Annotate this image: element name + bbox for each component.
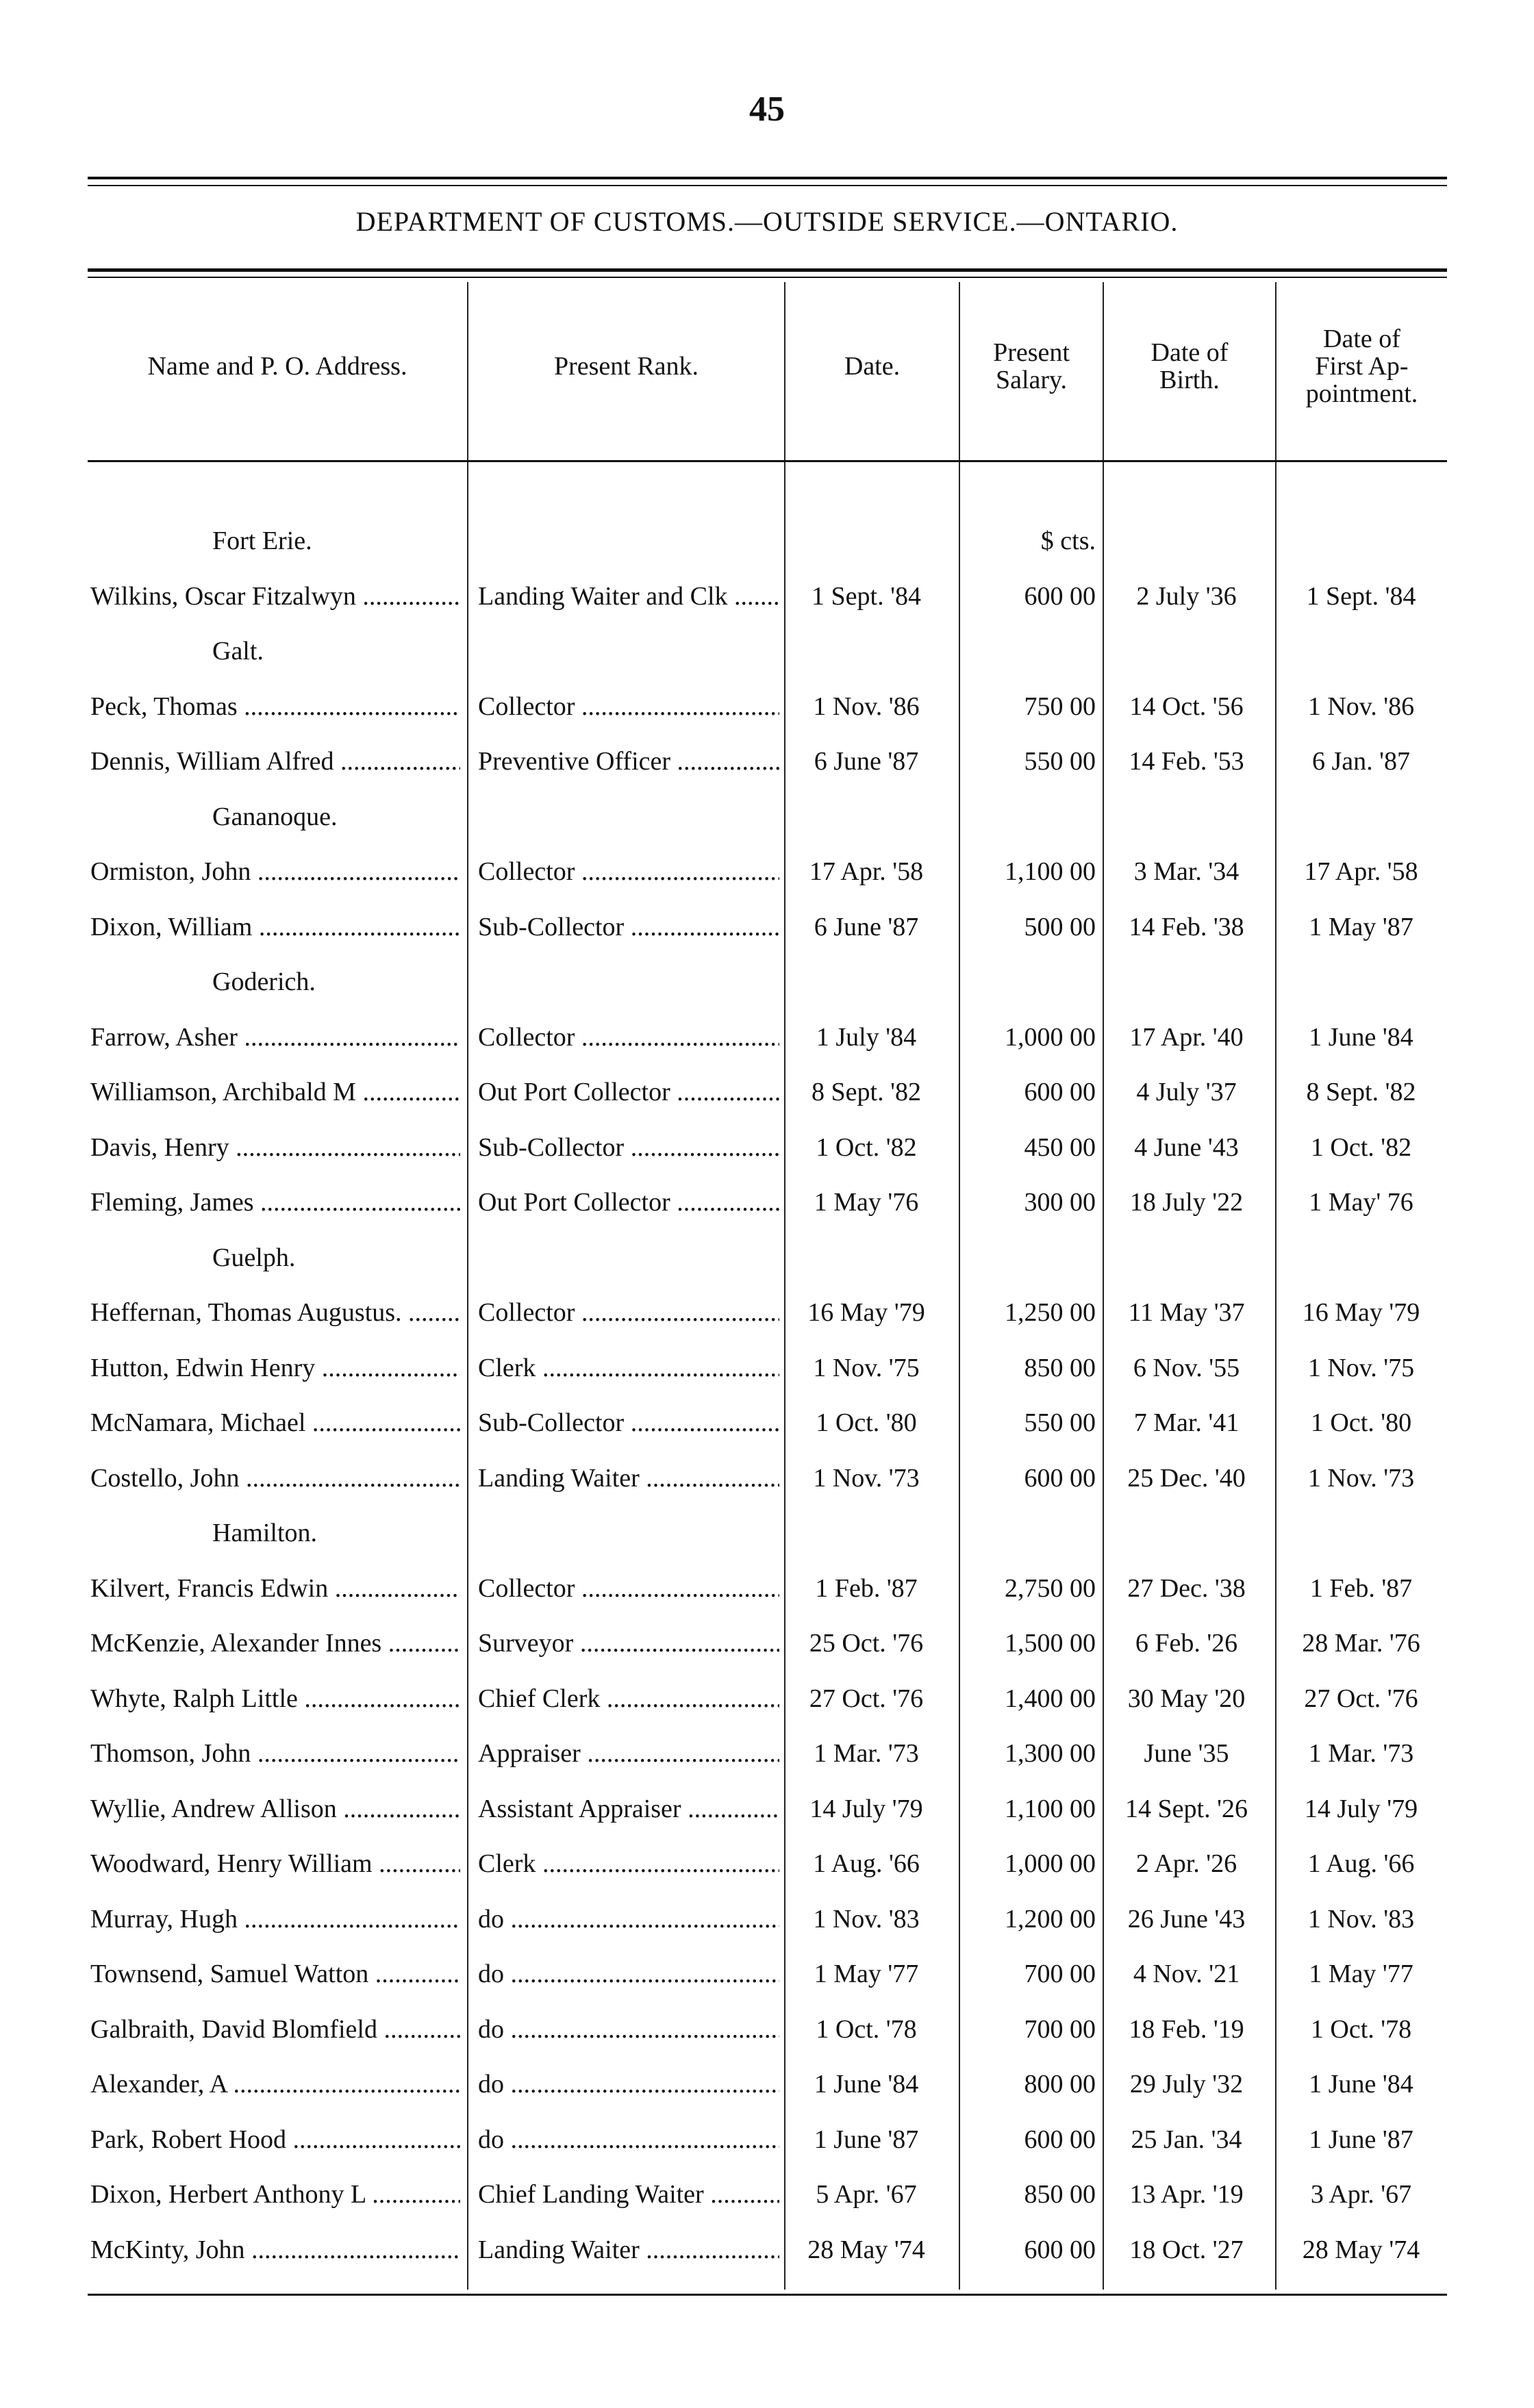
table-row bbox=[0, 1843, 1534, 1884]
town-heading-row bbox=[0, 631, 1534, 672]
date-of-birth: 4 July '37 bbox=[1136, 1078, 1237, 1106]
bottom-rule bbox=[88, 2294, 1447, 2296]
present-rank: Surveyor ..... bbox=[478, 1623, 779, 1664]
table-row bbox=[0, 1072, 1534, 1113]
rank-date: 28 May '74 bbox=[807, 2235, 925, 2264]
rank-date: 1 Nov. '75 bbox=[813, 1354, 920, 1382]
employee-name: Ormiston, John ..... bbox=[90, 851, 460, 892]
table-row bbox=[0, 1292, 1534, 1333]
date-first-appointment: 1 June '87 bbox=[1309, 2125, 1413, 2154]
date-of-birth: 11 May '37 bbox=[1128, 1298, 1245, 1327]
table-row bbox=[0, 1568, 1534, 1609]
date-of-birth: 7 Mar. '41 bbox=[1133, 1408, 1240, 1437]
date-of-birth: 25 Dec. '40 bbox=[1127, 1464, 1246, 1493]
table-row bbox=[0, 851, 1534, 892]
date-of-birth: 26 June '43 bbox=[1127, 1905, 1246, 1934]
date-first-appointment: 1 Feb. '87 bbox=[1309, 1574, 1413, 1603]
date-of-birth: 25 Jan. '34 bbox=[1131, 2125, 1242, 2154]
date-of-birth: 18 Oct. '27 bbox=[1129, 2235, 1244, 2264]
date-of-birth: 6 Nov. '55 bbox=[1133, 1354, 1240, 1382]
present-salary: 600 00 bbox=[1024, 582, 1096, 611]
present-rank: do ..... bbox=[478, 1899, 779, 1940]
date-first-appointment: 8 Sept. '82 bbox=[1306, 1078, 1416, 1106]
date-of-birth: 4 Nov. '21 bbox=[1133, 1960, 1240, 1988]
employee-name: Woodward, Henry William ..... bbox=[90, 1843, 460, 1884]
date-of-birth: 18 July '22 bbox=[1129, 1188, 1244, 1217]
date-first-appointment: 1 Nov. '86 bbox=[1307, 692, 1415, 721]
present-salary: 800 00 bbox=[1024, 2070, 1096, 2099]
table-row bbox=[0, 741, 1534, 782]
town-name: Goderich. bbox=[212, 967, 316, 996]
date-of-birth: 3 Mar. '34 bbox=[1133, 857, 1240, 886]
header-rank: Present Rank. bbox=[553, 352, 699, 381]
town-name: Fort Erie. bbox=[212, 527, 312, 555]
date-of-birth: 14 Oct. '56 bbox=[1129, 692, 1244, 721]
date-of-birth: 17 Apr. '40 bbox=[1129, 1023, 1244, 1052]
employee-name: Park, Robert Hood ..... bbox=[90, 2119, 460, 2160]
table-row bbox=[0, 1347, 1534, 1389]
rank-date: 5 Apr. '67 bbox=[816, 2180, 917, 2209]
table-row bbox=[0, 1953, 1534, 1994]
date-first-appointment: 1 May '77 bbox=[1309, 1960, 1413, 1988]
present-salary: 1,500 00 bbox=[1005, 1629, 1096, 1658]
present-salary: 1,000 00 bbox=[1005, 1023, 1096, 1052]
present-rank: Collector ..... bbox=[478, 1568, 779, 1609]
present-rank: Out Port Collector ..... bbox=[478, 1182, 779, 1223]
date-first-appointment: 16 May '79 bbox=[1302, 1298, 1420, 1327]
date-first-appointment: 28 May '74 bbox=[1302, 2235, 1420, 2264]
employee-name: McNamara, Michael ..... bbox=[90, 1402, 460, 1443]
present-salary: 600 00 bbox=[1024, 2235, 1096, 2264]
rank-date: 14 July '79 bbox=[809, 1795, 923, 1823]
employee-name: Heffernan, Thomas Augustus. ..... bbox=[90, 1292, 460, 1333]
date-of-birth: 2 July '36 bbox=[1136, 582, 1237, 611]
rank-date: 17 Apr. '58 bbox=[809, 857, 924, 886]
table-row bbox=[0, 1788, 1534, 1829]
table-row bbox=[0, 1733, 1534, 1774]
present-rank: Collector ..... bbox=[478, 1292, 779, 1333]
present-salary: 2,750 00 bbox=[1005, 1574, 1096, 1603]
present-salary: 600 00 bbox=[1024, 1078, 1096, 1106]
present-salary: 1,250 00 bbox=[1005, 1298, 1096, 1327]
table-row bbox=[0, 907, 1534, 948]
present-rank: Appraiser ..... bbox=[478, 1733, 779, 1774]
employee-name: Wilkins, Oscar Fitzalwyn ..... bbox=[90, 576, 460, 617]
rank-date: 1 Nov. '86 bbox=[813, 692, 920, 721]
date-first-appointment: 1 Nov. '83 bbox=[1307, 1905, 1415, 1934]
town-heading-row bbox=[0, 520, 1534, 561]
town-name: Guelph. bbox=[212, 1243, 296, 1272]
town-name: Hamilton. bbox=[212, 1519, 318, 1547]
present-salary: 550 00 bbox=[1024, 747, 1096, 776]
present-rank: Clerk ..... bbox=[478, 1843, 779, 1884]
employee-name: Hutton, Edwin Henry ..... bbox=[90, 1347, 460, 1389]
date-first-appointment: 1 Nov. '75 bbox=[1307, 1354, 1415, 1382]
rank-date: 1 Nov. '73 bbox=[813, 1464, 920, 1493]
present-salary: 1,100 00 bbox=[1005, 857, 1096, 886]
date-of-birth: 14 Feb. '53 bbox=[1129, 747, 1244, 776]
table-row bbox=[0, 2174, 1534, 2215]
date-first-appointment: 28 Mar. '76 bbox=[1302, 1629, 1420, 1658]
date-of-birth: 4 June '43 bbox=[1134, 1133, 1239, 1162]
present-rank: Collector ..... bbox=[478, 1017, 779, 1058]
date-first-appointment: 1 Oct. '82 bbox=[1310, 1133, 1412, 1162]
present-salary: 1,000 00 bbox=[1005, 1849, 1096, 1878]
date-of-birth: 27 Dec. '38 bbox=[1127, 1574, 1246, 1603]
employee-name: Alexander, A ..... bbox=[90, 2064, 460, 2105]
present-salary: 300 00 bbox=[1024, 1188, 1096, 1217]
table-row bbox=[0, 1017, 1534, 1058]
date-first-appointment: 1 Oct. '80 bbox=[1310, 1408, 1412, 1437]
employee-name: Williamson, Archibald M ..... bbox=[90, 1072, 460, 1113]
date-of-birth: 14 Sept. '26 bbox=[1125, 1795, 1248, 1823]
employee-name: Townsend, Samuel Watton ..... bbox=[90, 1953, 460, 1994]
header-date: Date. bbox=[844, 352, 901, 381]
employee-name: Costello, John ..... bbox=[90, 1458, 460, 1499]
present-rank: Landing Waiter and Clk ..... bbox=[478, 576, 779, 617]
town-heading-row bbox=[0, 1512, 1534, 1554]
date-first-appointment: 14 July '79 bbox=[1304, 1795, 1418, 1823]
employee-name: Dennis, William Alfred ..... bbox=[90, 741, 460, 782]
date-of-birth: June '35 bbox=[1144, 1739, 1229, 1768]
rank-date: 8 Sept. '82 bbox=[812, 1078, 921, 1106]
table-row bbox=[0, 1678, 1534, 1719]
date-of-birth: 18 Feb. '19 bbox=[1129, 2015, 1244, 2044]
rank-date: 1 Sept. '84 bbox=[812, 582, 921, 611]
table-row bbox=[0, 2229, 1534, 2270]
present-rank: Chief Landing Waiter ..... bbox=[478, 2174, 779, 2215]
present-rank: Preventive Officer ..... bbox=[478, 741, 779, 782]
present-salary: 600 00 bbox=[1024, 2125, 1096, 2154]
present-salary: 1,200 00 bbox=[1005, 1905, 1096, 1934]
rank-date: 1 Feb. '87 bbox=[815, 1574, 918, 1603]
present-rank: Sub-Collector ..... bbox=[478, 907, 779, 948]
town-heading-row bbox=[0, 796, 1534, 837]
header-first-appointment: Date of First Ap- pointment. bbox=[1305, 325, 1418, 408]
employee-name: Murray, Hugh ..... bbox=[90, 1899, 460, 1940]
present-rank: do ..... bbox=[478, 1953, 779, 1994]
table-row bbox=[0, 576, 1534, 617]
date-of-birth: 13 Apr. '19 bbox=[1129, 2180, 1244, 2209]
header-salary: Present Salary. bbox=[993, 338, 1070, 394]
date-of-birth: 6 Feb. '26 bbox=[1135, 1629, 1238, 1658]
table-row bbox=[0, 1899, 1534, 1940]
present-salary: 600 00 bbox=[1024, 1464, 1096, 1493]
date-first-appointment: 1 Aug. '66 bbox=[1307, 1849, 1415, 1878]
rank-date: 1 Oct. '80 bbox=[816, 1408, 917, 1437]
date-first-appointment: 1 June '84 bbox=[1309, 1023, 1413, 1052]
present-rank: Assistant Appraiser ..... bbox=[478, 1788, 779, 1829]
table-row bbox=[0, 686, 1534, 727]
rank-date: 1 Aug. '66 bbox=[813, 1849, 920, 1878]
present-salary: 700 00 bbox=[1024, 2015, 1096, 2044]
page-title: DEPARTMENT OF CUSTOMS.—OUTSIDE SERVICE.—ONTARIO. bbox=[355, 206, 1179, 237]
table-row bbox=[0, 2009, 1534, 2050]
present-rank: do ..... bbox=[478, 2009, 779, 2050]
rank-date: 1 May '77 bbox=[814, 1960, 919, 1988]
table-row bbox=[0, 2119, 1534, 2160]
employee-name: Peck, Thomas ..... bbox=[90, 686, 460, 727]
rank-date: 16 May '79 bbox=[807, 1298, 925, 1327]
table-row bbox=[0, 2064, 1534, 2105]
date-of-birth: 2 Apr. '26 bbox=[1135, 1849, 1237, 1878]
present-salary: 1,300 00 bbox=[1005, 1739, 1096, 1768]
salary-unit: $ cts. bbox=[1040, 527, 1096, 555]
rank-date: 1 May '76 bbox=[814, 1188, 919, 1217]
rank-date: 1 Oct. '82 bbox=[816, 1133, 917, 1162]
rank-date: 1 June '84 bbox=[814, 2070, 919, 2099]
date-first-appointment: 1 May' 76 bbox=[1309, 1188, 1413, 1217]
date-first-appointment: 17 Apr. '58 bbox=[1304, 857, 1418, 886]
table-row bbox=[0, 1182, 1534, 1223]
town-name: Galt. bbox=[212, 637, 264, 666]
town-heading-row bbox=[0, 1237, 1534, 1278]
present-salary: 500 00 bbox=[1024, 913, 1096, 941]
date-first-appointment: 1 Nov. '73 bbox=[1307, 1464, 1415, 1493]
date-first-appointment: 27 Oct. '76 bbox=[1304, 1684, 1418, 1713]
table-row bbox=[0, 1623, 1534, 1664]
town-heading-row bbox=[0, 961, 1534, 1002]
date-first-appointment: 1 June '84 bbox=[1309, 2070, 1413, 2099]
date-first-appointment: 3 Apr. '67 bbox=[1310, 2180, 1412, 2209]
employee-name: Dixon, Herbert Anthony L ..... bbox=[90, 2174, 460, 2215]
present-rank: Chief Clerk ..... bbox=[478, 1678, 779, 1719]
employee-name: Dixon, William ..... bbox=[90, 907, 460, 948]
rank-date: 1 July '84 bbox=[816, 1023, 917, 1052]
employee-name: Thomson, John ..... bbox=[90, 1733, 460, 1774]
present-salary: 1,100 00 bbox=[1005, 1795, 1096, 1823]
present-salary: 850 00 bbox=[1024, 1354, 1096, 1382]
date-first-appointment: 6 Jan. '87 bbox=[1311, 747, 1410, 776]
present-rank: Collector ..... bbox=[478, 851, 779, 892]
town-name: Gananoque. bbox=[212, 802, 338, 831]
present-salary: 450 00 bbox=[1024, 1133, 1096, 1162]
employee-name: Kilvert, Francis Edwin ..... bbox=[90, 1568, 460, 1609]
rank-date: 6 June '87 bbox=[814, 913, 919, 941]
present-rank: Landing Waiter ..... bbox=[478, 1458, 779, 1499]
date-first-appointment: 1 Sept. '84 bbox=[1306, 582, 1416, 611]
date-first-appointment: 1 May '87 bbox=[1309, 913, 1413, 941]
present-rank: Out Port Collector ..... bbox=[478, 1072, 779, 1113]
date-first-appointment: 1 Oct. '78 bbox=[1310, 2015, 1412, 2044]
present-salary: 750 00 bbox=[1024, 692, 1096, 721]
employee-name: Farrow, Asher ..... bbox=[90, 1017, 460, 1058]
header-name: Name and P. O. Address. bbox=[147, 352, 407, 381]
present-rank: Sub-Collector ..... bbox=[478, 1127, 779, 1168]
present-salary: 550 00 bbox=[1024, 1408, 1096, 1437]
present-rank: Collector ..... bbox=[478, 686, 779, 727]
present-rank: do ..... bbox=[478, 2119, 779, 2160]
table-row bbox=[0, 1127, 1534, 1168]
present-salary: 1,400 00 bbox=[1005, 1684, 1096, 1713]
present-salary: 850 00 bbox=[1024, 2180, 1096, 2209]
present-rank: Sub-Collector ..... bbox=[478, 1402, 779, 1443]
employee-name: Davis, Henry ..... bbox=[90, 1127, 460, 1168]
date-of-birth: 29 July '32 bbox=[1129, 2070, 1244, 2099]
table-row bbox=[0, 1402, 1534, 1443]
date-of-birth: 30 May '20 bbox=[1127, 1684, 1246, 1713]
rank-date: 6 June '87 bbox=[814, 747, 919, 776]
present-salary: 700 00 bbox=[1024, 1960, 1096, 1988]
rank-date: 1 June '87 bbox=[814, 2125, 919, 2154]
rank-date: 25 Oct. '76 bbox=[809, 1629, 924, 1658]
employee-name: Whyte, Ralph Little ..... bbox=[90, 1678, 460, 1719]
employee-name: McKenzie, Alexander Innes ..... bbox=[90, 1623, 460, 1664]
table-row bbox=[0, 1458, 1534, 1499]
rank-date: 1 Oct. '78 bbox=[816, 2015, 917, 2044]
present-rank: Clerk ..... bbox=[478, 1347, 779, 1389]
rank-date: 27 Oct. '76 bbox=[809, 1684, 924, 1713]
date-of-birth: 14 Feb. '38 bbox=[1129, 913, 1244, 941]
rank-date: 1 Nov. '83 bbox=[813, 1905, 920, 1934]
employee-name: Fleming, James ..... bbox=[90, 1182, 460, 1223]
date-first-appointment: 1 Mar. '73 bbox=[1308, 1739, 1414, 1768]
page-number: 45 bbox=[749, 90, 785, 129]
header-birth: Date of Birth. bbox=[1150, 338, 1229, 394]
present-rank: Landing Waiter ..... bbox=[478, 2229, 779, 2270]
employee-name: McKinty, John ..... bbox=[90, 2229, 460, 2270]
employee-name: Galbraith, David Blomfield ..... bbox=[90, 2009, 460, 2050]
employee-name: Wyllie, Andrew Allison ..... bbox=[90, 1788, 460, 1829]
rank-date: 1 Mar. '73 bbox=[814, 1739, 919, 1768]
present-rank: do ..... bbox=[478, 2064, 779, 2105]
